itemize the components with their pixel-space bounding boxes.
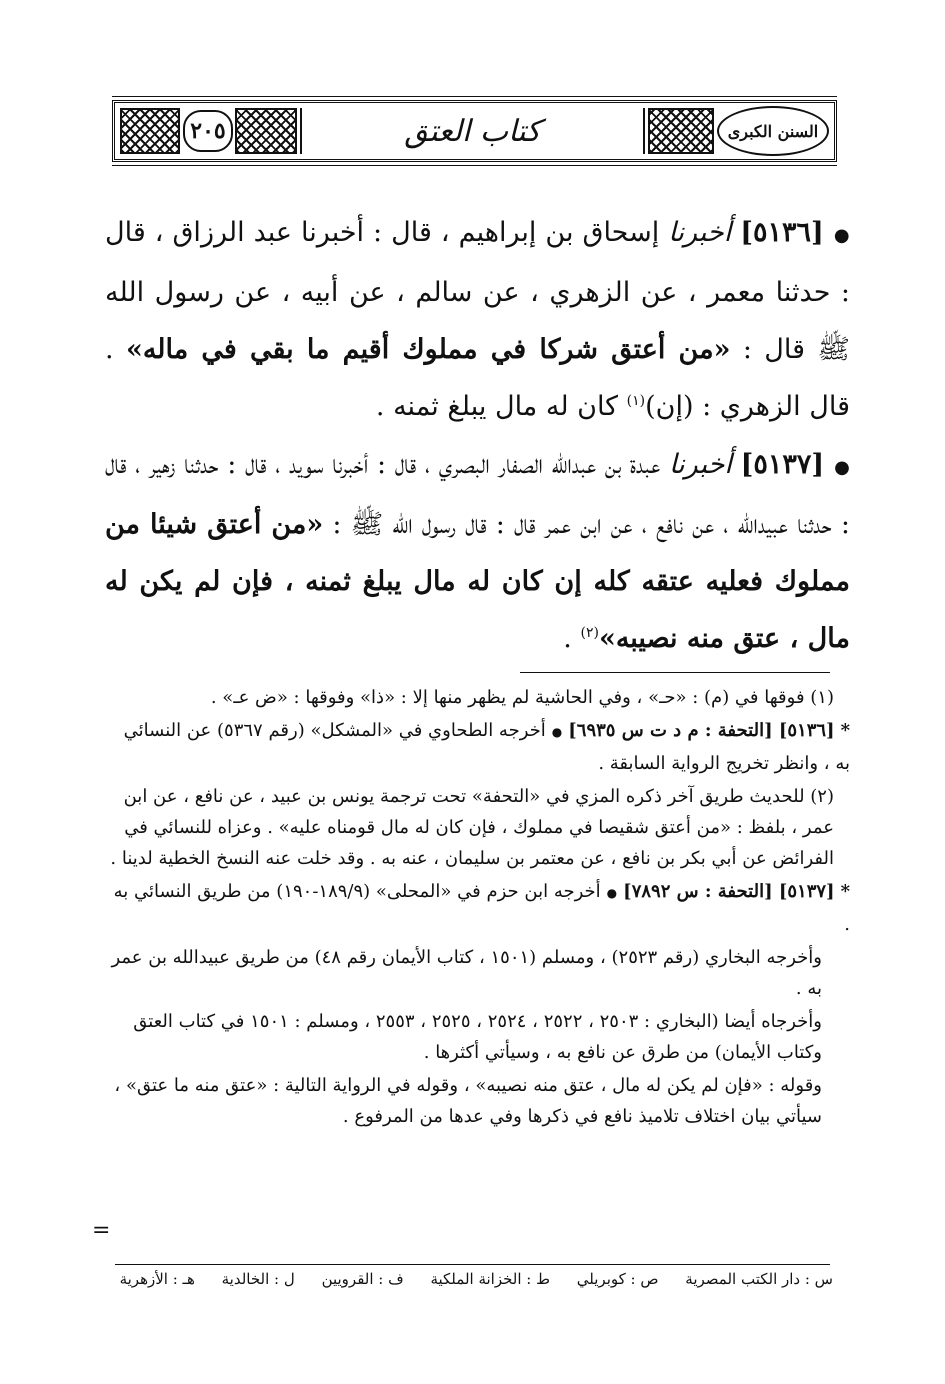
footnote-1: (١) فوقها في (م) : «حـ» ، وفي الحاشية لم يظهر منها إلا : «ذا» وفوقها : «ض عـ» .	[210, 687, 834, 708]
asterisk-icon: *	[840, 720, 850, 741]
ornament-mid-left	[235, 108, 297, 154]
manuscript-key	[118, 1270, 833, 1288]
hadith-matn: «من أعتق شركا في مملوك أقيم ما بقي في ماله»	[125, 334, 731, 365]
takhrij-5137	[105, 876, 850, 940]
hadith-isnad: عبدة بن عبدالله الصفار البصري ، قال : أخبرنا سويد ، قال : حدثنا زهير ، قال : حدثنا عبيدالله ، عن نافع ، عن ابن عمر قال : قال رسول الله ﷺ :	[105, 449, 850, 540]
bullet-icon: ●	[551, 725, 563, 739]
hadith-tail: . قال الزهري : (إن)	[105, 334, 850, 422]
book-logo: السنن الكبرى	[717, 106, 829, 156]
footnote-divider	[520, 672, 830, 673]
footnotes	[105, 682, 850, 1134]
key-item: ل : الخالدية	[221, 1270, 295, 1288]
key-item: هـ : الأزهرية	[119, 1270, 195, 1288]
hadith-tail-end: كان له مال يبلغ ثمنه .	[375, 391, 619, 422]
footer-rule	[115, 1264, 830, 1265]
asterisk-icon: *	[840, 881, 850, 902]
hadith-isnad: إسحاق بن إبراهيم ، قال : أخبرنا عبد الرزاق ، قال : حدثنا معمر ، عن الزهري ، عن سالم ، عن أبيه ، عن رسول الله ﷺ قال :	[105, 217, 850, 365]
bullet-icon: ●	[606, 886, 618, 900]
hadith-5136	[105, 204, 850, 435]
key-item: ص : كوبريلي	[576, 1270, 659, 1288]
takhrij-text: أخرجه ابن حزم في «المحلى» (١٨٩/٩-١٩٠) من طريق النسائي به .	[113, 881, 850, 935]
hadith-number: [٥١٣٧]	[740, 449, 825, 480]
footnote-2: (٢) للحديث طريق آخر ذكره المزي في «التحفة» تحت ترجمة يونس بن عبيد ، عن نافع ، عن ابن عمر ، بلفظ : «من أعتق شقيصا في مملوك ، فإن كان له مال قومناه عليه» . وعزاه للنسائي في الفرائض عن أبي بكر بن نافع ، عن معتمر بن سليمان ، عنه به . وقد خلت عنه النسخ الخطية لدينا .	[110, 786, 834, 869]
tuhfa-ref: [٥١٣٧] [التحفة : س ٧٨٩٢]	[623, 881, 835, 902]
takhrij-paragraph: وأخرجه البخاري (رقم ٢٥٢٣) ، ومسلم (١٥٠١ ، كتاب الأيمان رقم ٤٨) من طريق عبيدالله بن عمر به .	[111, 947, 822, 999]
key-item: ف : القرويين	[321, 1270, 404, 1288]
page-number: ٢٠٥	[183, 110, 233, 152]
hadith-opening: أخبرنا	[668, 449, 732, 480]
bullet-icon: ●	[834, 457, 850, 478]
header-rule-top	[112, 96, 837, 97]
takhrij-text: أخرجه الطحاوي في «المشكل» (رقم ٥٣٦٧) عن النسائي به ، وانظر تخريج الرواية السابقة .	[123, 720, 850, 774]
chapter-title: كتاب العتق	[300, 108, 645, 154]
header-rule-bottom	[112, 165, 837, 166]
takhrij-paragraph: وقوله : «فإن لم يكن له مال ، عتق منه نصيبه» ، وقوله في الرواية التالية : «عتق منه ما عتق» ، سيأتي بيان اختلاف تلاميذ نافع في ذكرها وفي عدها من المرفوع .	[114, 1075, 822, 1127]
footnote-ref: (١)	[626, 393, 646, 409]
footnote-ref: (٢)	[580, 625, 599, 641]
takhrij-5136	[105, 715, 850, 779]
hadith-matn: «من أعتق شيئا من مملوك فعليه عتقه كله إن كان له مال يبلغ ثمنه ، فإن لم يكن له مال ، عتق منه نصيبه»	[105, 509, 850, 654]
continuation-mark: =	[92, 1218, 111, 1243]
takhrij-paragraph: وأخرجاه أيضا (البخاري : ٢٥٠٣ ، ٢٥٢٢ ، ٢٥٢٤ ، ٢٥٢٥ ، ٢٥٥٣ ، ومسلم : ١٥٠١ في كتاب العتق وكتاب الأيمان) من طرق عن نافع به ، وسيأتي أكثرها .	[133, 1011, 822, 1063]
key-item: س : دار الكتب المصرية	[685, 1270, 833, 1288]
ornament-right	[648, 108, 714, 154]
tuhfa-ref: [٥١٣٦] [التحفة : م د ت س ٦٩٣٥]	[568, 720, 835, 741]
bullet-icon: ●	[833, 225, 850, 246]
hadith-tail: .	[563, 623, 572, 654]
hadith-opening: أخبرنا	[668, 217, 732, 248]
ornament-left	[120, 108, 180, 154]
hadith-5137	[105, 436, 850, 667]
key-item: ط : الخزانة الملكية	[430, 1270, 550, 1288]
hadith-number: [٥١٣٦]	[740, 217, 824, 248]
